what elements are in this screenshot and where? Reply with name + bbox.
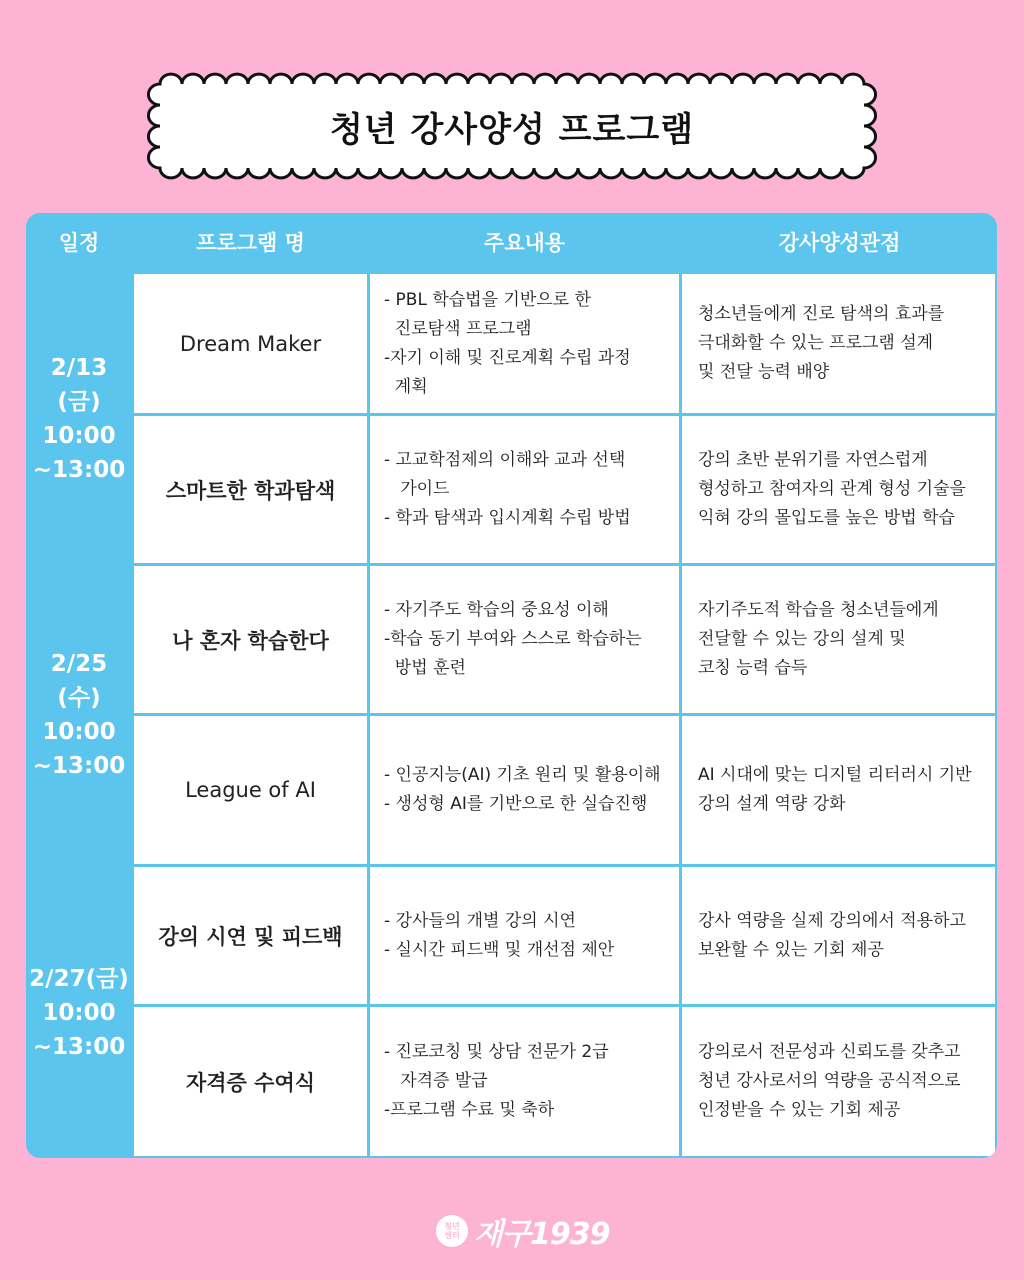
header-perspective: 강사양성관점 xyxy=(778,231,901,255)
perspective-line: 청소년들에게 진로 탐색의 효과를 xyxy=(698,304,945,324)
date-end: ~13:00 xyxy=(32,753,126,779)
content-cell xyxy=(370,1007,679,1156)
logo-badge xyxy=(436,1215,468,1247)
content-line: - PBL 학습법을 기반으로 한 xyxy=(384,289,591,310)
content-line: -학습 동기 부여와 스스로 학습하는 xyxy=(384,629,642,649)
perspective-line: 강사 역량을 실제 강의에서 적용하고 xyxy=(698,910,966,931)
date-day: 2/13 (금) xyxy=(50,354,108,415)
content-line: 자격증 발급 xyxy=(384,1071,488,1091)
logo-badge-top: 청년 xyxy=(444,1222,460,1231)
program-name: League of AI xyxy=(134,716,367,864)
content-line: 방법 훈련 xyxy=(384,658,466,678)
content-line: - 실시간 피드백 및 개선점 제안 xyxy=(384,939,615,960)
perspective-cell xyxy=(682,274,995,413)
program-name: 자격증 수여식 xyxy=(134,1007,367,1156)
perspective-line: 전달할 수 있는 강의 설계 및 xyxy=(698,629,906,649)
header-program: 프로그램 명 xyxy=(196,231,305,255)
program-name: Dream Maker xyxy=(134,274,367,413)
perspective-line: 극대화할 수 있는 프로그램 설계 xyxy=(698,333,934,353)
content-line: -프로그램 수료 및 축하 xyxy=(384,1100,555,1120)
content-cell xyxy=(370,566,679,713)
title-banner xyxy=(136,68,888,184)
date-cell xyxy=(26,274,132,563)
date-cell xyxy=(26,566,132,864)
perspective-line: 자기주도적 학습을 청소년들에게 xyxy=(698,600,939,620)
perspective-line: AI 시대에 맞는 디지털 리터러시 기반 xyxy=(698,765,972,785)
content-line: - 인공지능(AI) 기초 원리 및 활용이해 xyxy=(384,765,661,785)
content-line: - 강사들의 개별 강의 시연 xyxy=(384,910,576,931)
content-line: - 고교학점제의 이해와 교과 선택 xyxy=(384,450,626,470)
perspective-cell xyxy=(682,716,995,864)
content-cell xyxy=(370,716,679,864)
date-end: ~13:00 xyxy=(32,456,126,483)
perspective-line: 익혀 강의 몰입도를 높은 방법 학습 xyxy=(698,508,955,528)
content-line: - 자기주도 학습의 중요성 이해 xyxy=(384,600,609,620)
program-name: 나 혼자 학습한다 xyxy=(134,566,367,713)
logo-badge-bottom: 센터 xyxy=(444,1231,460,1240)
perspective-line: 인정받을 수 있는 기회 제공 xyxy=(698,1100,901,1120)
perspective-cell xyxy=(682,416,995,563)
perspective-line: 강의로서 전문성과 신뢰도를 갖추고 xyxy=(698,1042,961,1062)
perspective-line: 보완할 수 있는 기회 제공 xyxy=(698,939,884,960)
content-cell xyxy=(370,274,679,413)
content-line: 가이드 xyxy=(384,479,450,499)
date-day: 2/27(금) xyxy=(29,965,129,992)
logo-text: 재구1939 xyxy=(474,1217,610,1252)
perspective-line: 형성하고 참여자의 관계 형성 기술을 xyxy=(698,479,966,499)
program-name: 강의 시연 및 피드백 xyxy=(134,867,367,1004)
content-line: -자기 이해 및 진로계획 수립 과정 xyxy=(384,347,631,368)
perspective-cell xyxy=(682,566,995,713)
perspective-line: 청년 강사로서의 역량을 공식적으로 xyxy=(698,1071,961,1091)
content-line: 계획 xyxy=(384,376,428,397)
footer-logo xyxy=(436,1214,610,1252)
content-line: - 진로코칭 및 상담 전문가 2급 xyxy=(384,1042,609,1062)
date-start: 10:00 xyxy=(42,422,116,449)
header-content: 주요내용 xyxy=(483,231,566,255)
perspective-cell xyxy=(682,867,995,1004)
content-line: 진로탐색 프로그램 xyxy=(384,318,532,339)
page-title: 청년 강사양성 프로그램 xyxy=(329,109,695,150)
date-day: 2/25 (수) xyxy=(50,651,108,711)
content-cell xyxy=(370,867,679,1004)
content-line: - 생성형 AI를 기반으로 한 실습진행 xyxy=(384,794,648,814)
perspective-line: 및 전달 능력 배양 xyxy=(698,362,830,382)
date-start: 10:00 xyxy=(42,999,116,1026)
schedule-table xyxy=(26,213,997,1158)
perspective-line: 강의 초반 분위기를 자연스럽게 xyxy=(698,450,928,470)
date-start: 10:00 xyxy=(42,719,116,745)
header-date: 일정 xyxy=(58,231,100,255)
content-line: - 학과 탐색과 입시계획 수립 방법 xyxy=(384,508,631,528)
perspective-cell xyxy=(682,1007,995,1156)
program-name: 스마트한 학과탐색 xyxy=(134,416,367,563)
date-cell xyxy=(26,867,132,1158)
perspective-line: 강의 설계 역량 강화 xyxy=(698,794,846,814)
content-cell xyxy=(370,416,679,563)
perspective-line: 코칭 능력 습득 xyxy=(698,658,808,678)
date-end: ~13:00 xyxy=(32,1033,126,1060)
